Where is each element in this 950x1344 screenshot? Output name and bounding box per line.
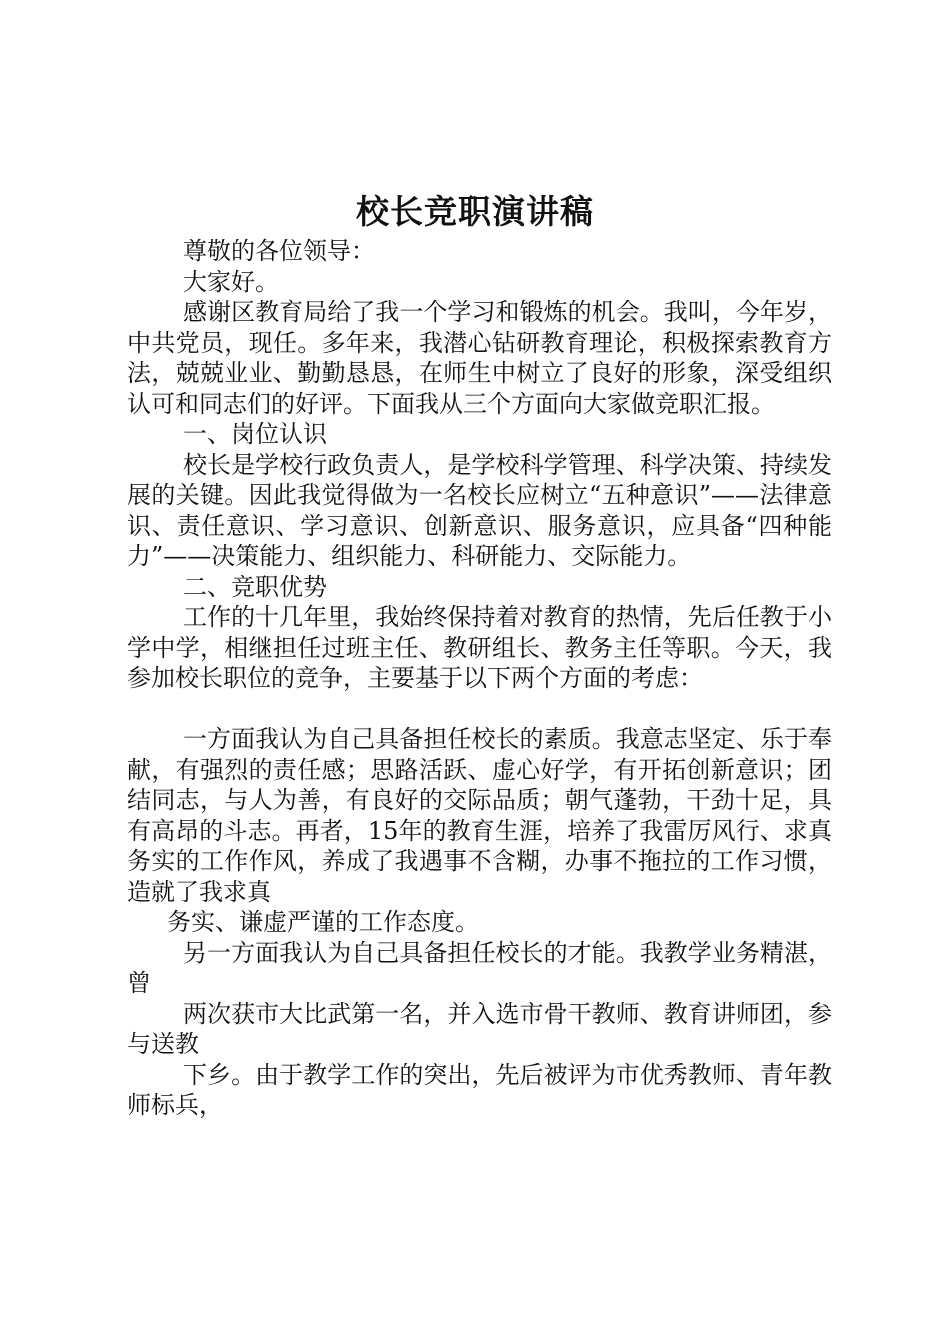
document-body	[127, 236, 832, 1121]
paragraph-abilities: 另一方面我认为自己具备担任校长的才能。我教学业务精湛，曾	[127, 938, 832, 997]
paragraph-salutation: 尊敬的各位领导：	[183, 237, 375, 265]
paragraph-qualities: 一方面我认为自己具备担任校长的素质。我意志坚定、乐于奉献，有强烈的责任感；思路活跃、虚心好学，有开拓创新意识；团结同志，与人为善，有良好的交际品质；朝气蓬勃，干劲十足，具有高昂的斗志。再者，15年的教育生涯，培养了我雷厉风行、求真务实的工作作风，养成了我遇事不含糊，办事不拖拉的工作习惯，造就了我求真	[127, 725, 832, 906]
paragraph-experience: 工作的十几年里，我始终保持着对教育的热情，先后任教于小学中学，相继担任过班主任、教研组长、教务主任等职。今天，我参加校长职位的竞争，主要基于以下两个方面的考虑：	[127, 603, 832, 692]
section-heading-1: 一、岗位认识	[183, 420, 327, 448]
paragraph-role-understanding: 校长是学校行政负责人，是学校科学管理、科学决策、持续发展的关键。因此我觉得做为一名校长应树立“五种意识”——法律意识、责任意识、学习意识、创新意识、服务意识，应具备“四种能力”——决策能力、组织能力、科研能力、交际能力。	[127, 450, 832, 570]
paragraph-greeting: 大家好。	[183, 267, 279, 296]
paragraph-qualities-cont: 务实、谦虚严谨的工作态度。	[167, 908, 479, 936]
document-title: 校长竞职演讲稿	[356, 192, 594, 231]
blank-line	[127, 694, 832, 725]
section-heading-2: 二、竞职优势	[183, 572, 327, 601]
paragraph-abilities-cont-1: 两次获市大比武第一名，并入选市骨干教师、教育讲师团，参与送教	[127, 999, 832, 1058]
paragraph-abilities-cont-2: 下乡。由于教学工作的突出，先后被评为市优秀教师、青年教师标兵，	[127, 1060, 832, 1119]
paragraph-intro: 感谢区教育局给了我一个学习和锻炼的机会。我叫，今年岁，中共党员，现任。多年来，我潜心钻研教育理论，积极探索教育方法，兢兢业业、勤勤恳恳，在师生中树立了良好的形象，深受组织认可和同志们的好评。下面我从三个方面向大家做竞职汇报。	[127, 298, 832, 418]
